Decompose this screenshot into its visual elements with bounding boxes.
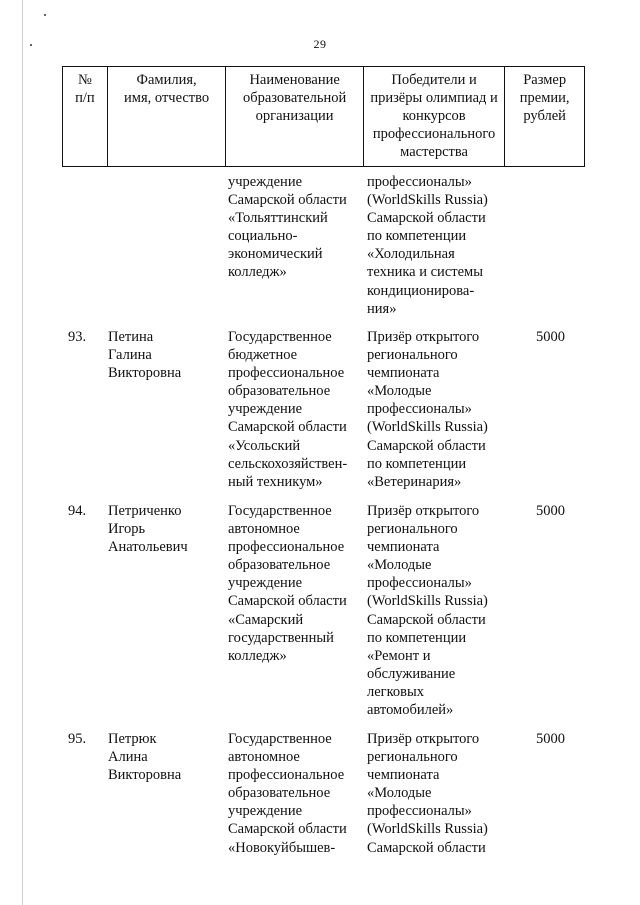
row-name	[107, 173, 226, 318]
header-achievement: Победители и призёры олимпиад и конкурсов профессионального мастерства	[364, 67, 505, 166]
scan-speck	[44, 14, 46, 16]
page-number: 29	[313, 37, 327, 51]
table-header	[62, 66, 585, 167]
header-prize: Размер премии, рублей	[519, 72, 570, 124]
row-number: 94.	[68, 503, 87, 519]
row-number	[62, 173, 107, 318]
row-achievement: профессионалы» (WorldSkills Russia) Самарской области по компетенции «Холодильная техника и системы кондиционирова- ния»	[367, 174, 488, 317]
row-achievement: Призёр открытого регионального чемпионата «Молодые профессионалы» (WorldSkills Russia) Самарской области	[367, 731, 488, 856]
row-name: Петрюк Алина Викторовна	[108, 731, 182, 784]
row-name: Петриченко Игорь Анатольевич	[108, 503, 188, 556]
row-organization: учреждение Самарской области «Тольяттинский социально- экономический колледж»	[228, 174, 347, 281]
row-prize: 5000	[536, 731, 565, 747]
row-achievement: Призёр открытого регионального чемпионата «Молодые профессионалы» (WorldSkills Russia) Самарской области по компетенции «Ветеринария»	[367, 329, 488, 490]
header-number: № п/п	[63, 67, 108, 166]
row-number: 95.	[68, 731, 87, 747]
row-number: 93.	[68, 329, 87, 345]
row-organization: Государственное автономное профессиональное образовательное учреждение Самарской области «Новокуйбышев-	[228, 731, 347, 856]
row-organization: Государственное автономное профессиональное образовательное учреждение Самарской области «Самарский государственный колледж»	[228, 503, 347, 664]
scan-margin-line	[22, 0, 23, 905]
table-row	[62, 328, 585, 491]
row-prize: 5000	[536, 329, 565, 345]
table-row-continuation	[62, 173, 585, 318]
row-prize	[506, 173, 585, 318]
row-achievement: Призёр открытого регионального чемпионата «Молодые профессионалы» (WorldSkills Russia) Самарской области по компетенции «Ремонт и обслуживание легковых автомобилей»	[367, 503, 488, 719]
header-full-name: Фамилия, имя, отчество	[108, 67, 227, 166]
table-row	[62, 502, 585, 719]
header-organization: Наименование образовательной организации	[226, 67, 363, 166]
row-organization: Государственное бюджетное профессиональное образовательное учреждение Самарской области «Усольский сельскохозяйствен- ный техникум»	[228, 329, 348, 490]
row-prize: 5000	[536, 503, 565, 519]
row-name: Петина Галина Викторовна	[108, 329, 182, 382]
table-row	[62, 730, 585, 857]
